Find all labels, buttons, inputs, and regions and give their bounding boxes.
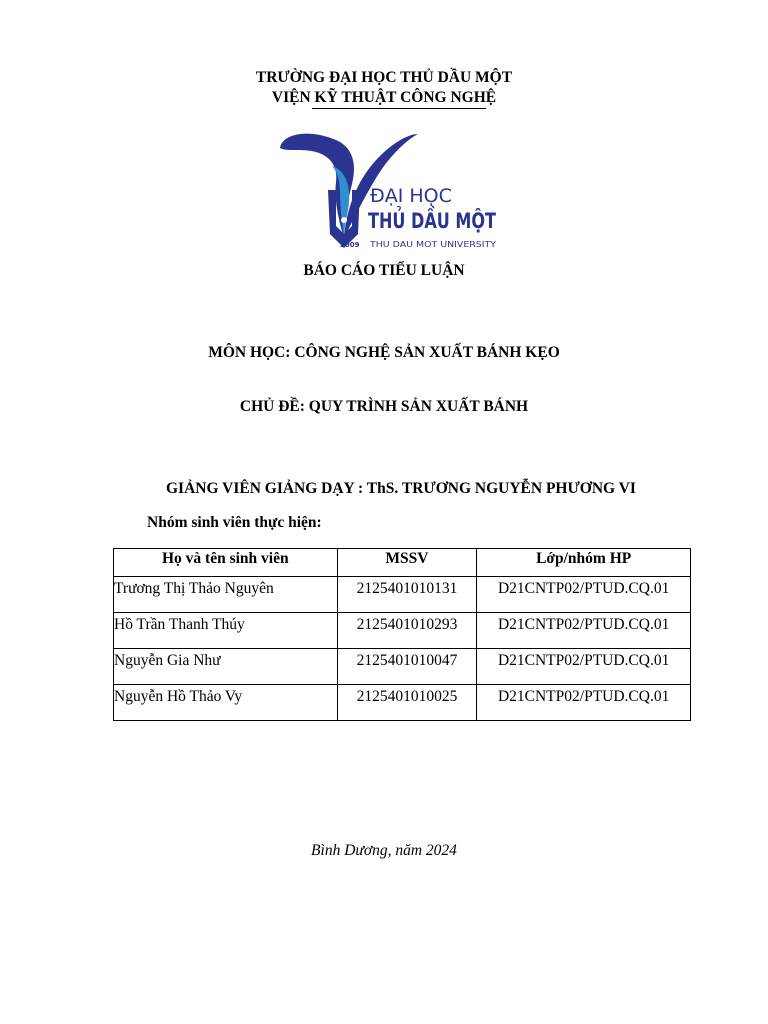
student-id: 2125401010293	[337, 613, 477, 649]
student-class: D21CNTP02/PTUD.CQ.01	[477, 649, 691, 685]
student-class: D21CNTP02/PTUD.CQ.01	[477, 685, 691, 721]
table-row	[114, 649, 691, 685]
student-name: Nguyễn Gia Như	[114, 649, 338, 685]
table-row	[114, 685, 691, 721]
university-logo	[278, 126, 536, 252]
student-class: D21CNTP02/PTUD.CQ.01	[477, 577, 691, 613]
institute-name: VIỆN KỸ THUẬT CÔNG NGHỆ	[271, 89, 497, 106]
student-name: Hồ Trần Thanh Thúy	[114, 613, 338, 649]
student-id: 2125401010131	[337, 577, 477, 613]
student-name: Trương Thị Thảo Nguyên	[114, 577, 338, 613]
logo-english-name: THU DAU MOT UNIVERSITY	[368, 240, 497, 249]
logo-text-line1: ĐẠI HỌC	[370, 185, 452, 207]
topic-title: CHỦ ĐỀ: QUY TRÌNH SẢN XUẤT BÁNH	[239, 398, 529, 415]
subject-title: MÔN HỌC: CÔNG NGHỆ SẢN XUẤT BÁNH KẸO	[208, 344, 560, 361]
student-id: 2125401010025	[337, 685, 477, 721]
student-name: Nguyễn Hồ Thảo Vy	[114, 685, 338, 721]
header-mssv: MSSV	[337, 549, 477, 577]
student-id: 2125401010047	[337, 649, 477, 685]
report-type: BÁO CÁO TIỂU LUẬN	[303, 262, 465, 279]
student-class: D21CNTP02/PTUD.CQ.01	[477, 613, 691, 649]
logo-year: 2009	[340, 241, 360, 249]
lecturer-line: GIẢNG VIÊN GIẢNG DẠY : ThS. TRƯƠNG NGUYỄN PHƯƠNG VI	[166, 480, 636, 497]
logo-text-line2: THỦ DẦU MỘT	[368, 209, 536, 233]
place-date-footer: Bình Dương, năm 2024	[311, 842, 457, 859]
table-row	[114, 613, 691, 649]
header-name: Họ và tên sinh viên	[114, 549, 338, 577]
logo-nib-hole	[341, 217, 347, 223]
table-row	[114, 577, 691, 613]
members-table	[113, 548, 691, 721]
header-class: Lớp/nhóm HP	[477, 549, 691, 577]
header-underline	[312, 108, 486, 109]
university-name: TRƯỜNG ĐẠI HỌC THỦ DẦU MỘT	[255, 69, 513, 86]
group-label: Nhóm sinh viên thực hiện:	[147, 514, 322, 531]
table-header-row	[114, 549, 691, 577]
